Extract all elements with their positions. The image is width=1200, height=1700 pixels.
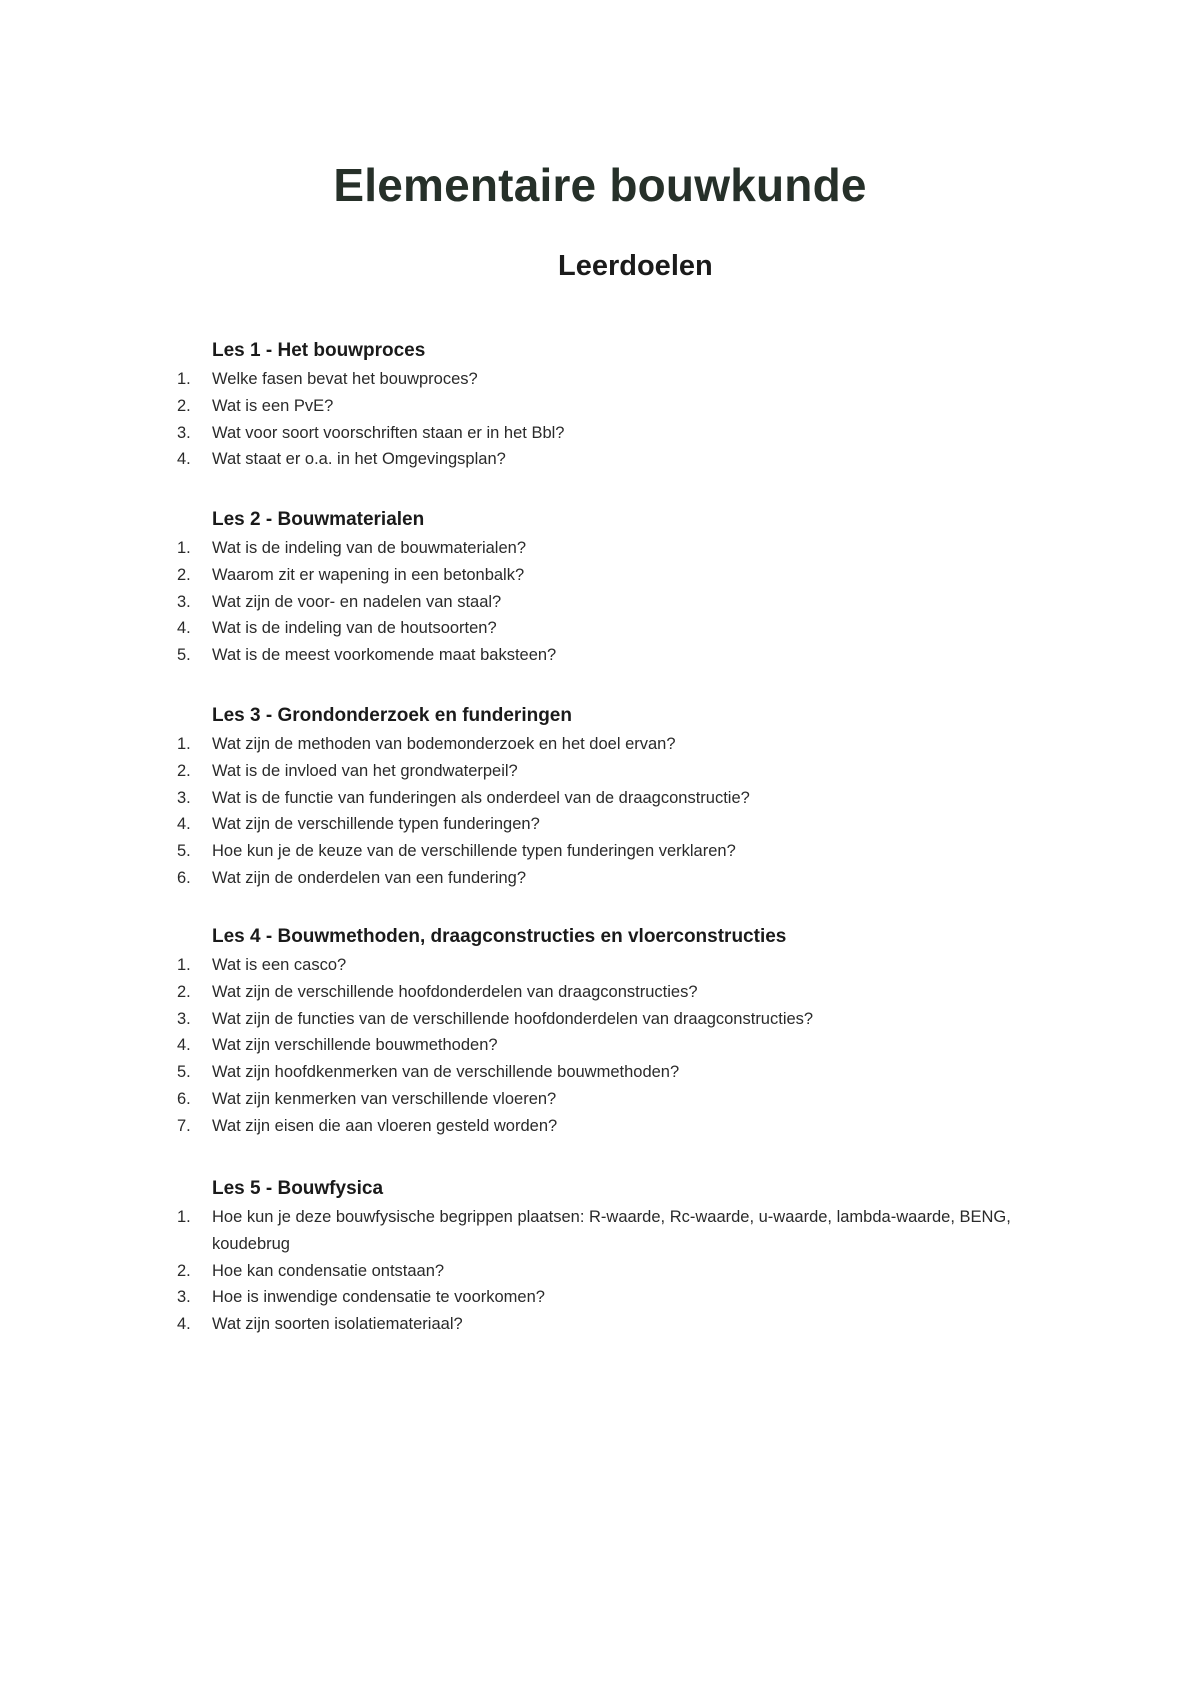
document-title: Elementaire bouwkunde [333,159,867,211]
list-number: 7. [177,1116,191,1135]
list-number: 3. [177,592,191,611]
list-item [0,589,1200,616]
list-number: 2. [177,982,191,1001]
list-item [0,642,1200,669]
lesson-section-1 [0,336,1200,473]
list-item [0,1006,1200,1033]
list-number: 2. [177,761,191,780]
list-number: 4. [177,815,191,834]
list-item-text: Wat is een casco? [212,956,347,974]
list-item-text: Wat is de meest voorkomende maat baksteen? [212,646,557,665]
list-item [0,366,1200,393]
list-item [0,1059,1200,1086]
list-item-text: Hoe is inwendige condensatie te voorkomen? [212,1288,545,1307]
list-item-text: Wat zijn de verschillende typen funderingen? [212,815,540,834]
list-item-text: Wat zijn de onderdelen van een fundering? [212,868,527,887]
list-item-text: Wat is de indeling van de bouwmaterialen? [212,539,526,557]
list-item [0,758,1200,785]
list-item-text: Wat is een PvE? [212,396,334,415]
list-number: 4. [177,1315,191,1334]
list-item [0,1258,1200,1285]
list-number: 2. [177,565,191,584]
list-number: 5. [177,842,191,861]
list-item [0,731,1200,758]
list-number: 4. [177,450,191,469]
list-item-text: Hoe kan condensatie ontstaan? [212,1261,445,1280]
list-item-text: Wat zijn hoofdkenmerken van de verschillende bouwmethoden? [212,1063,680,1082]
list-item-text: Wat zijn de voor- en nadelen van staal? [212,592,502,611]
list-item [0,1311,1200,1338]
lesson-heading: Les 4 - Bouwmethoden, draagconstructies en vloerconstructies [212,926,787,947]
list-item-text: Wat is de functie van funderingen als onderdeel van de draagconstructie? [212,788,750,807]
lesson-section-3 [0,701,1200,892]
list-number: 1. [177,956,191,974]
lesson-heading: Les 3 - Grondonderzoek en funderingen [212,705,572,726]
list-item [0,1113,1200,1140]
list-item [0,1204,1200,1258]
list-item-text: Wat zijn de functies van de verschillende hoofdonderdelen van draagconstructies? [212,1009,814,1028]
list-item [0,446,1200,473]
list-item-text: Wat zijn de methoden van bodemonderzoek en het doel ervan? [212,735,676,753]
list-item-text: Wat zijn de verschillende hoofdonderdelen van draagconstructies? [212,982,698,1001]
list-item-text: Wat zijn verschillende bouwmethoden? [212,1036,498,1055]
list-item-text: Hoe kun je deze bouwfysische begrippen plaatsen: R-waarde, Rc-waarde, u-waarde, lambda-waarde, BENG, koudebrug [212,1208,1011,1253]
lesson-heading: Les 1 - Het bouwproces [212,340,426,361]
list-number: 1. [177,370,191,388]
list-number: 5. [177,1063,191,1082]
learning-goal-list [0,952,1200,1140]
list-number: 1. [177,735,191,753]
list-item [0,811,1200,838]
list-number: 3. [177,1288,191,1307]
list-item [0,865,1200,892]
list-number: 1. [177,1208,191,1226]
list-item [0,615,1200,642]
list-item [0,1086,1200,1113]
list-item [0,1032,1200,1059]
list-item-text: Wat zijn kenmerken van verschillende vloeren? [212,1089,557,1108]
list-number: 4. [177,619,191,638]
list-item-text: Wat is de invloed van het grondwaterpeil? [212,761,518,780]
lesson-heading: Les 2 - Bouwmaterialen [212,509,425,530]
lesson-section-4 [0,922,1200,1140]
list-number: 6. [177,868,191,887]
list-item [0,1284,1200,1311]
list-number: 3. [177,788,191,807]
list-number: 1. [177,539,191,557]
lesson-heading: Les 5 - Bouwfysica [212,1178,384,1199]
lesson-section-5 [0,1174,1200,1338]
list-number: 4. [177,1036,191,1055]
learning-goal-list [0,731,1200,892]
list-item [0,952,1200,979]
list-item-text: Wat is de indeling van de houtsoorten? [212,619,497,638]
list-item-text: Wat voor soort voorschriften staan er in het Bbl? [212,423,565,442]
learning-goal-list [0,366,1200,473]
list-item [0,393,1200,420]
learning-goal-list [0,1204,1200,1338]
list-item [0,979,1200,1006]
list-item-text: Welke fasen bevat het bouwproces? [212,370,478,388]
document-subtitle: Leerdoelen [558,250,713,282]
list-item [0,785,1200,812]
list-item-text: Hoe kun je de keuze van de verschillende typen funderingen verklaren? [212,842,736,861]
list-number: 5. [177,646,191,665]
list-number: 3. [177,423,191,442]
list-item-text: Wat zijn soorten isolatiemateriaal? [212,1315,463,1334]
list-item [0,562,1200,589]
list-item-text: Wat staat er o.a. in het Omgevingsplan? [212,450,506,469]
list-item [0,838,1200,865]
learning-goal-list [0,535,1200,669]
list-number: 3. [177,1009,191,1028]
list-item [0,420,1200,447]
list-number: 2. [177,396,191,415]
list-number: 6. [177,1089,191,1108]
list-item-text: Waarom zit er wapening in een betonbalk? [212,565,525,584]
list-item [0,535,1200,562]
list-number: 2. [177,1261,191,1280]
lesson-section-2 [0,505,1200,669]
list-item-text: Wat zijn eisen die aan vloeren gesteld worden? [212,1116,558,1135]
